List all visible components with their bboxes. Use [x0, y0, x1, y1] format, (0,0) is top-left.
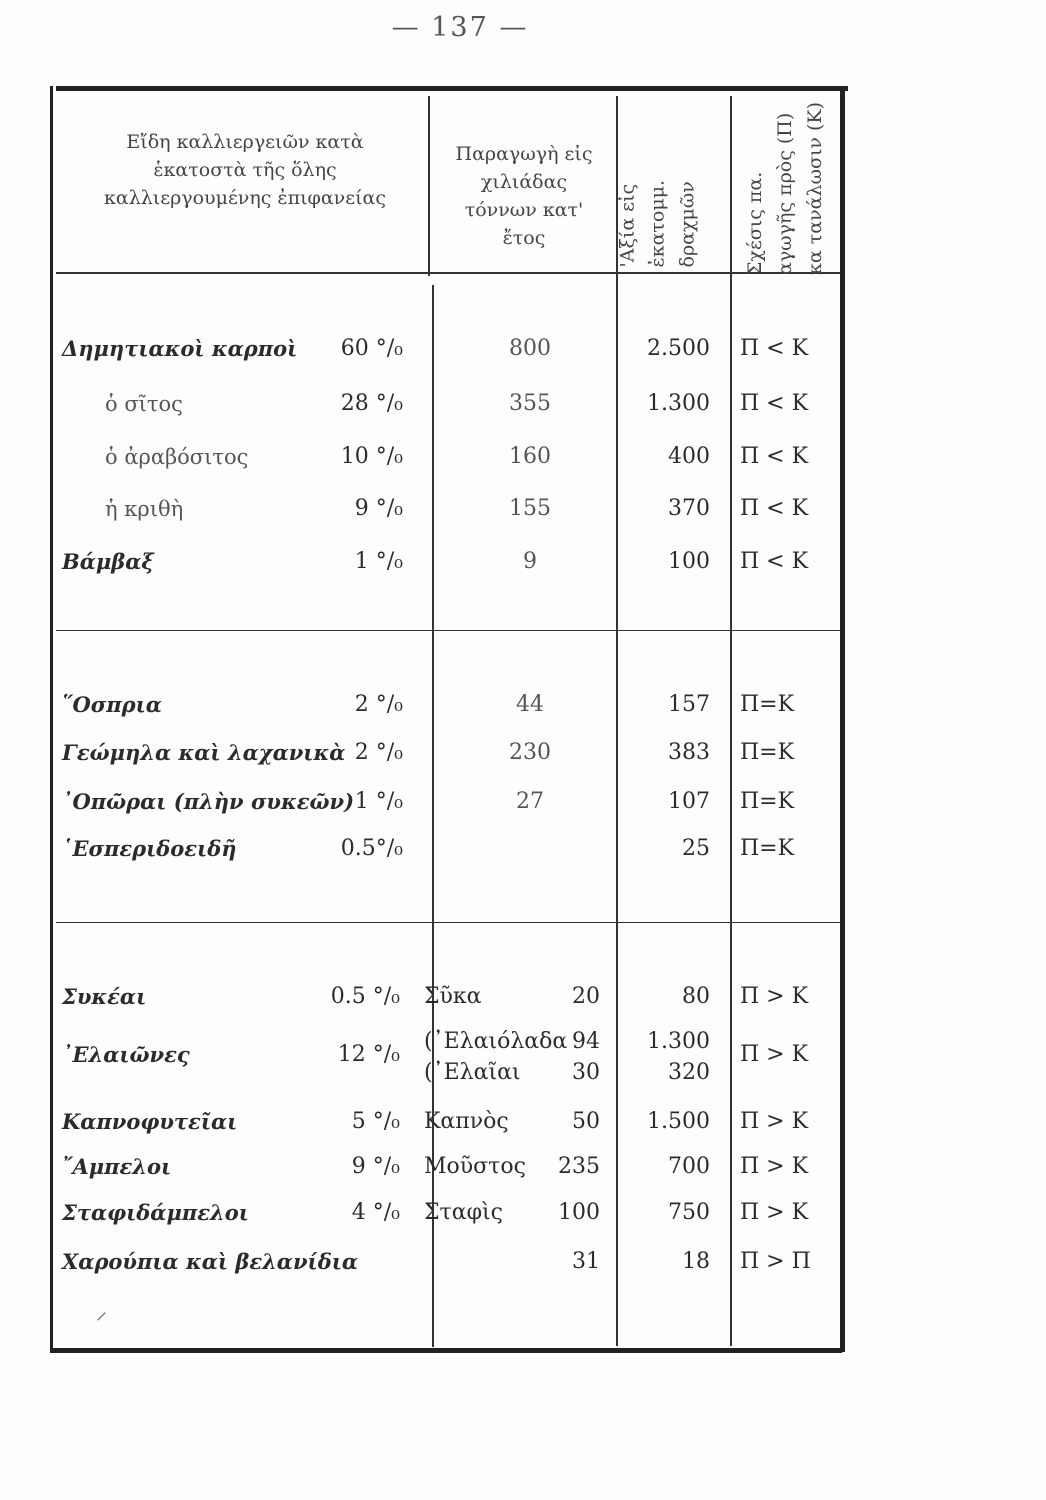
- page-number: — 137 —: [391, 12, 529, 43]
- crop-label: Δημητιακοὶ καρποὶ: [62, 336, 298, 361]
- relation-value: Π < Κ: [740, 444, 809, 469]
- crop-percent: 4 °/₀: [351, 1200, 400, 1225]
- money-value: 100: [668, 549, 710, 574]
- column-divider-4: [432, 285, 434, 1347]
- product-name: Σταφὶς: [424, 1200, 503, 1225]
- crop-percent: 9 °/₀: [351, 1154, 400, 1179]
- production-value: 27: [516, 789, 544, 814]
- relation-value: Π > Κ: [740, 984, 809, 1009]
- crop-label: Χαρούπια καὶ βελανίδια: [62, 1249, 359, 1274]
- header-divider: [56, 272, 840, 274]
- production-value: 50: [572, 1109, 600, 1134]
- production-value: 160: [509, 444, 551, 469]
- crop-label: Καπνοφυτεῖαι: [62, 1109, 238, 1134]
- crop-percent: 1 °/₀: [354, 549, 403, 574]
- crop-label: Συκέαι: [62, 984, 147, 1009]
- crop-percent: 1 °/₀: [354, 789, 403, 814]
- crop-percent: 5 °/₀: [351, 1109, 400, 1134]
- crop-percent: 0.5 °/₀: [330, 984, 400, 1009]
- product-name: (᾿Ελαιόλαδα: [424, 1029, 568, 1054]
- pen-mark: ⸍: [96, 1309, 108, 1334]
- money-value: 157: [668, 692, 710, 717]
- money-value: 18: [682, 1249, 710, 1274]
- crop-label: ὁ ἀραβόσιτος: [105, 445, 249, 469]
- crop-label: ὁ σῖτος: [105, 392, 183, 416]
- product-name: Σῦκα: [424, 984, 482, 1009]
- money-value: 25: [682, 836, 710, 861]
- relation-value: Π > Κ: [740, 1042, 809, 1067]
- production-value: 31: [572, 1249, 600, 1274]
- column-divider-3: [730, 96, 732, 1346]
- column-divider-1: [428, 96, 430, 276]
- crop-label: ῞Οσπρια: [62, 692, 162, 717]
- production-value-secondary: 30: [572, 1060, 600, 1085]
- money-value: 1.300: [647, 1029, 710, 1054]
- production-value: 20: [572, 984, 600, 1009]
- table-right-border: [840, 86, 845, 1352]
- crop-label: Γεώμηλα καὶ λαχανικὰ: [62, 740, 346, 765]
- relation-value: Π < Κ: [740, 549, 809, 574]
- crop-percent: 2 °/₀: [354, 740, 403, 765]
- money-value-secondary: 320: [668, 1060, 710, 1085]
- money-value: 1.500: [647, 1109, 710, 1134]
- relation-value: Π < Κ: [740, 336, 809, 361]
- relation-value: Π=Κ: [740, 740, 795, 765]
- money-value: 700: [668, 1154, 710, 1179]
- crop-label: ἡ κριθὴ: [105, 497, 184, 521]
- header-relation: Σχέσις πα. αγωγῆς πρὸς (Π) κα τανάλωσιν (Κ): [744, 101, 826, 275]
- crop-label: Σταφιδάμπελοι: [62, 1200, 249, 1225]
- production-value: 355: [509, 391, 551, 416]
- relation-value: Π > Κ: [740, 1200, 809, 1225]
- crop-percent: 2 °/₀: [354, 692, 403, 717]
- table-top-border: [56, 86, 848, 91]
- group-divider-1: [56, 630, 840, 631]
- money-value: 383: [668, 740, 710, 765]
- money-value: 107: [668, 789, 710, 814]
- header-production: Παραγωγὴ εἰς χιλιάδας τόννων κατ' ἔτος: [455, 143, 593, 249]
- product-name-secondary: (᾿Ελαῖαι: [424, 1060, 521, 1085]
- crop-label: ᾿Οπῶραι (πλὴν συκεῶν): [62, 789, 355, 814]
- product-name: Καπνὸς: [424, 1109, 509, 1134]
- table-left-border: [50, 86, 53, 1352]
- group-divider-2: [56, 922, 840, 923]
- production-value: 100: [558, 1200, 600, 1225]
- crop-label: ᾿Ελαιῶνες: [62, 1042, 190, 1067]
- crop-percent: 9 °/₀: [354, 496, 403, 521]
- header-value: 'Αξία εἰς ἑκατομμ. δραχμῶν: [616, 179, 699, 268]
- crop-label: ῾Εσπεριδοειδῆ: [62, 836, 237, 861]
- production-value: 94: [572, 1029, 600, 1054]
- money-value: 1.300: [647, 391, 710, 416]
- crop-percent: 12 °/₀: [337, 1042, 400, 1067]
- production-value: 155: [509, 496, 551, 521]
- production-value: 235: [558, 1154, 600, 1179]
- relation-value: Π=Κ: [740, 789, 795, 814]
- production-value: 800: [509, 336, 551, 361]
- header-crop-type: Εἴδη καλλιεργειῶν κατὰ ἑκατοστὰ τῆς ὅλης καλλιεργουμένης ἐπιφανείας: [104, 131, 386, 209]
- production-value: [450, 832, 610, 866]
- crop-percent: 28 °/₀: [340, 391, 403, 416]
- relation-value: Π > Κ: [740, 1109, 809, 1134]
- money-value: 80: [682, 984, 710, 1009]
- relation-value: Π > Κ: [740, 1154, 809, 1179]
- relation-value: Π > Π: [740, 1249, 811, 1274]
- crop-label: ῎Αμπελοι: [62, 1154, 172, 1179]
- production-value: 9: [523, 549, 537, 574]
- relation-value: Π < Κ: [740, 496, 809, 521]
- table-bottom-border: [50, 1348, 842, 1353]
- relation-value: Π=Κ: [740, 692, 795, 717]
- money-value: 370: [668, 496, 710, 521]
- relation-value: Π=Κ: [740, 836, 795, 861]
- crop-percent: 10 °/₀: [340, 444, 403, 469]
- money-value: 750: [668, 1200, 710, 1225]
- money-value: 400: [668, 444, 710, 469]
- production-value: 44: [516, 692, 544, 717]
- relation-value: Π < Κ: [740, 391, 809, 416]
- production-value: 230: [509, 740, 551, 765]
- crop-percent: 0.5°/₀: [340, 836, 403, 861]
- money-value: 2.500: [647, 336, 710, 361]
- crop-label: Βάμβαξ: [62, 549, 154, 574]
- product-name: Μοῦστος: [424, 1154, 526, 1179]
- crop-percent: 60 °/₀: [340, 336, 403, 361]
